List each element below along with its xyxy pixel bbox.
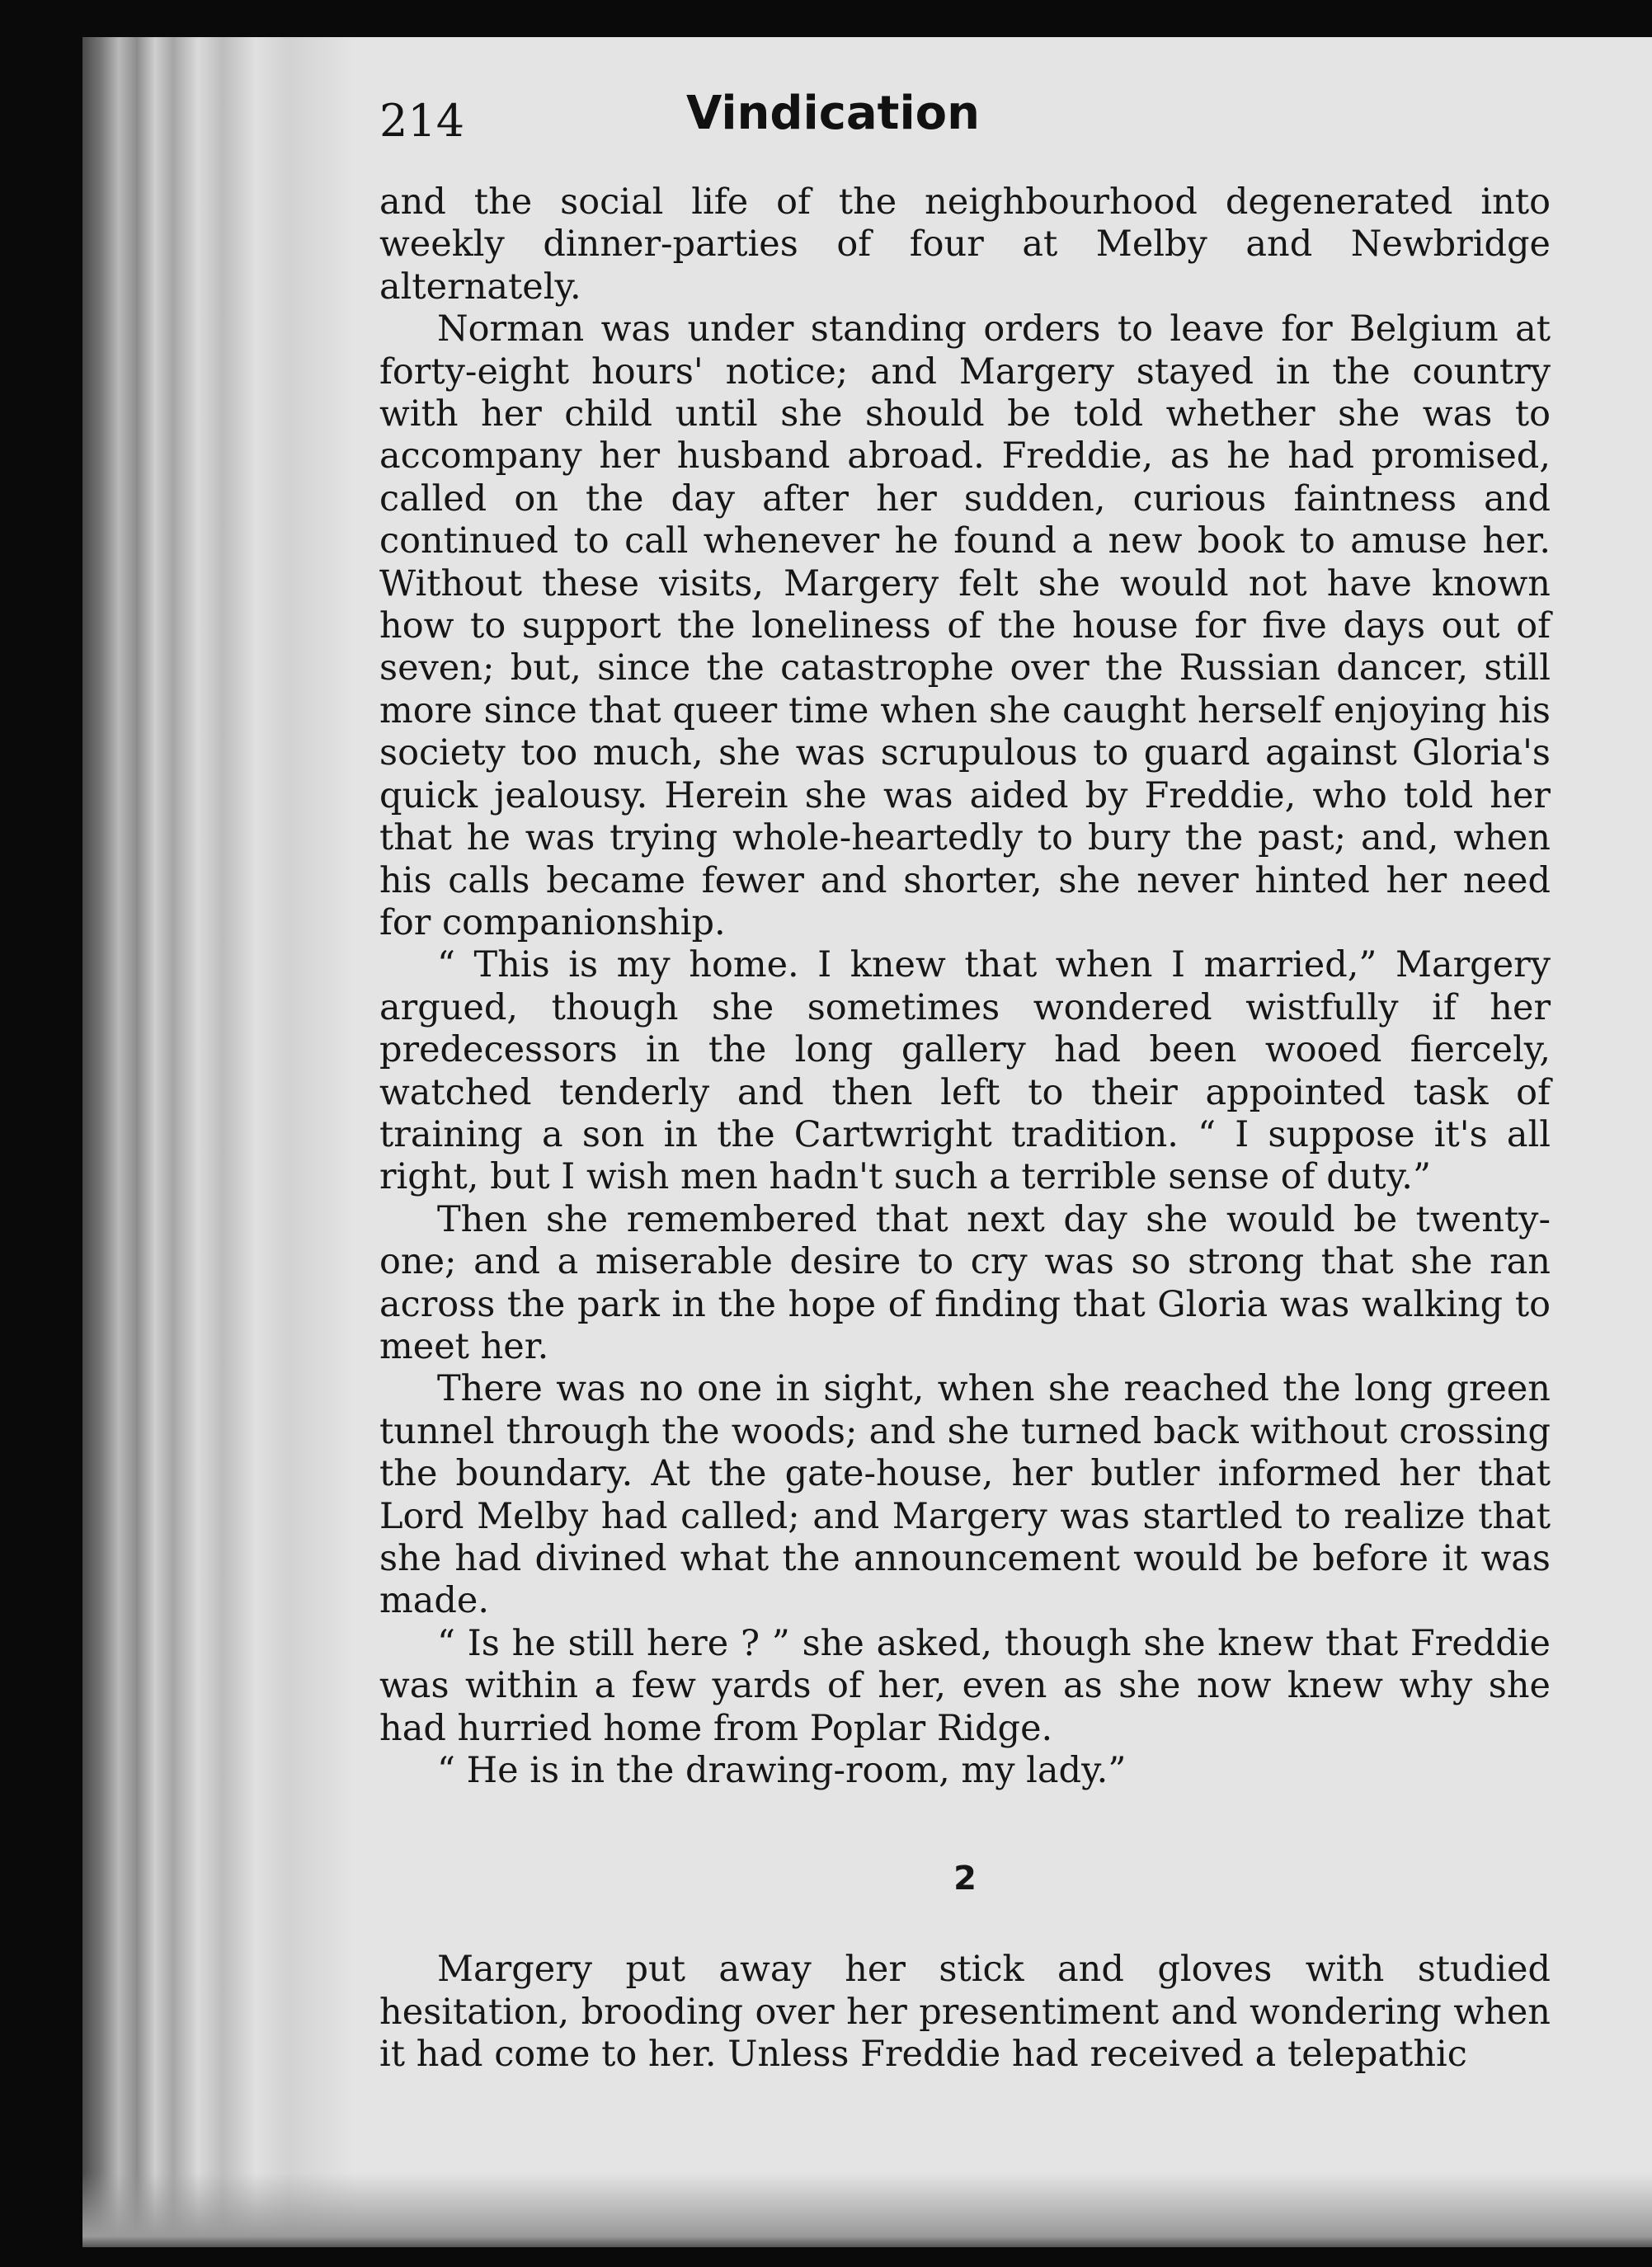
section-number: 2 [953,1860,977,1898]
page-bottom-shadow [82,2173,1652,2247]
paragraph: Then she remembered that next day she would be twenty-one; and a miserable desire to cry was so strong that she ran across the park in the hope of finding that Gloria was walking to meet her. [379,1198,1551,1367]
binding-gutter-shadow [82,37,412,2247]
paragraph: “ Is he still here ? ” she asked, though she knew that Freddie was within a few yards of her, even as she now knew why she had hurried home from Poplar Ridge. [379,1622,1551,1749]
paragraph: and the social life of the neighbourhood degenerated into weekly dinner-parties of four at Melby and Newbridge alternately. [379,181,1551,308]
body-text [379,181,1551,2077]
paragraph: There was no one in sight, when she reached the long green tunnel through the woods; and she turned back without crossing the boundary. At the gate-house, her butler informed her that Lord Melby had called; and Margery was startled to realize that she had divined what the announcement would be before it was made. [379,1368,1551,1622]
paragraph: Norman was under standing orders to leave for Belgium at forty-eight hours' notice; and Margery stayed in the country with her child until she should be told whether she was to accompany her husband abroad. Freddie, as he had promised, called on the day after her sudden, curious faintness and continued to call whenever he found a new book to amuse her. Without these visits, Margery felt she would not have known how to support the loneliness of the house for five days out of seven; but, since the catastrophe over the Russian dancer, still more since that queer time when she caught herself enjoying his society too much, she was scrupulous to guard against Gloria's quick jealousy. Herein she was aided by Freddie, who told her that he was trying whole-heartedly to bury the past; and, when his calls became fewer and shorter, she never hinted her need for companionship. [379,308,1551,943]
paragraph: “ He is in the drawing-room, my lady.” [437,1750,1127,1792]
running-head: Vindication [686,87,980,140]
page-header [379,87,1559,177]
paragraph: “ This is my home. I knew that when I married,” Margery argued, though she sometimes wondered wistfully if her predecessors in the long gallery had been wooed fiercely, watched tenderly and then left to their appointed task of training a son in the Cartwright tradition. “ I suppose it's all right, but I wish men hadn't such a terrible sense of duty.” [379,944,1551,1198]
paragraph: Margery put away her stick and gloves with studied hesitation, brooding over her presentiment and wondering when it had come to her. Unless Freddie had received a telepathic [379,1949,1551,2076]
page-number: 214 [379,95,465,147]
